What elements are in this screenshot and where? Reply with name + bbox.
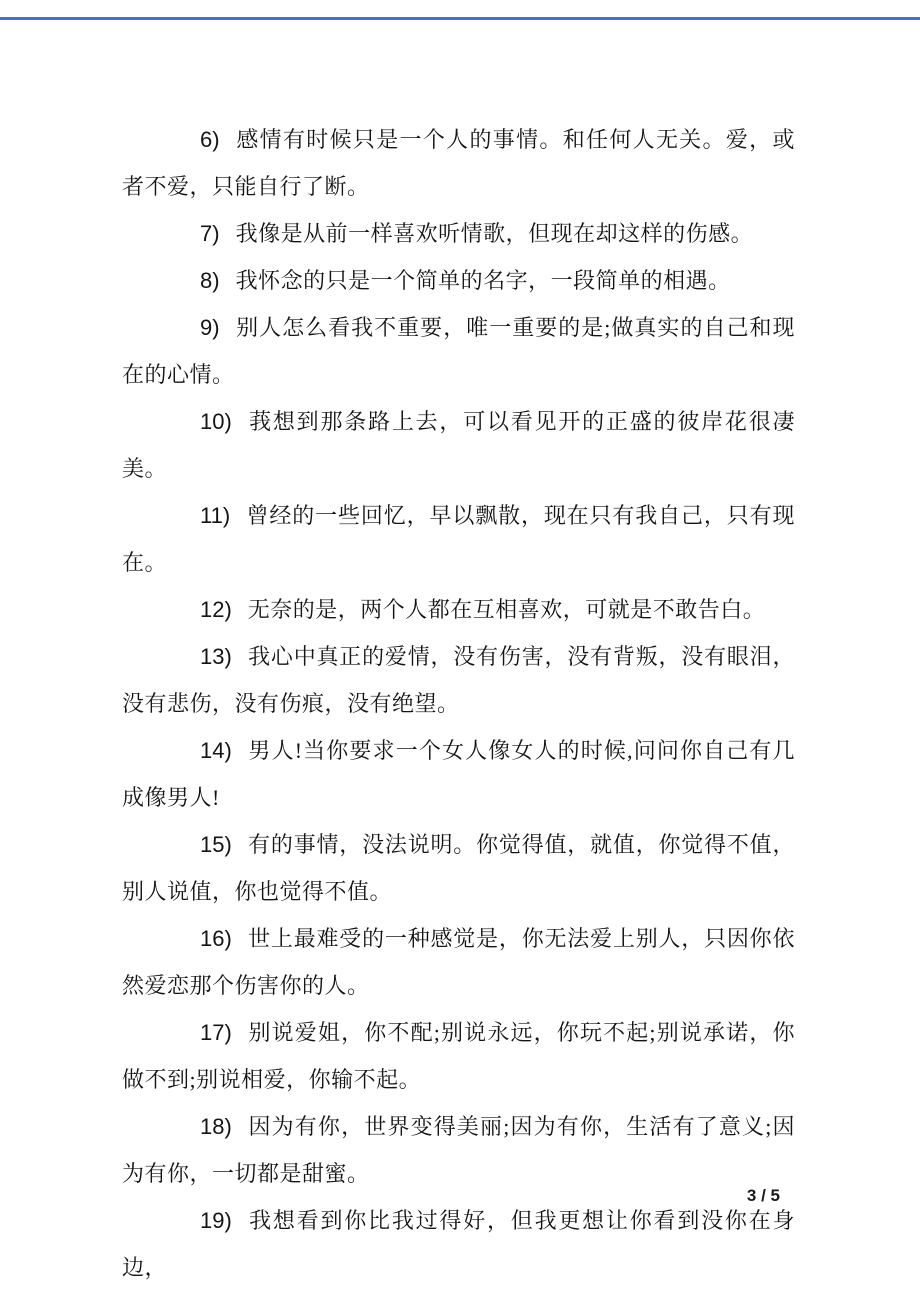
list-item-text: 感情有时候只是一个人的事情。和任何人无关。爱，或者不爱，只能自行了断。 — [122, 127, 795, 199]
list-item-number: 17) — [200, 1020, 232, 1045]
list-item — [122, 915, 795, 1009]
list-item-number: 12) — [200, 597, 232, 622]
list-item-text: 因为有你，世界变得美丽;因为有你，生活有了意义;因为有你，一切都是甜蜜。 — [122, 1114, 795, 1186]
list-item — [122, 1197, 795, 1291]
quote-list — [122, 116, 795, 1291]
list-item-number: 10) — [200, 409, 232, 434]
list-item — [122, 398, 795, 492]
list-item-text: 莪想到那条路上去，可以看见开的正盛的彼岸花很凄美。 — [122, 409, 795, 481]
list-item-number: 8) — [200, 268, 220, 293]
list-item — [122, 116, 795, 210]
list-item — [122, 1103, 795, 1197]
list-item — [122, 210, 795, 257]
list-item-text: 无奈的是，两个人都在互相喜欢，可就是不敢告白。 — [247, 597, 766, 622]
list-item-number: 18) — [200, 1114, 232, 1139]
list-item — [122, 586, 795, 633]
list-item-text: 别说爱姐，你不配;别说永远，你玩不起;别说承诺，你做不到;别说相爱，你输不起。 — [122, 1020, 795, 1092]
list-item-number: 16) — [200, 926, 232, 951]
page-number: 3 / 5 — [746, 1186, 780, 1205]
list-item-text: 别人怎么看我不重要，唯一重要的是;做真实的自己和现在的心情。 — [122, 315, 795, 387]
list-item — [122, 633, 795, 727]
list-item-number: 11) — [200, 503, 231, 528]
list-item-number: 9) — [200, 315, 220, 340]
list-item — [122, 1009, 795, 1103]
list-item-number: 14) — [200, 738, 232, 763]
list-item-text: 有的事情，没法说明。你觉得值，就值，你觉得不值，别人说值，你也觉得不值。 — [122, 832, 795, 904]
list-item — [122, 492, 795, 586]
list-item — [122, 257, 795, 304]
list-item-number: 13) — [200, 644, 232, 669]
list-item-number: 7) — [200, 221, 220, 246]
list-item-number: 6) — [200, 127, 220, 152]
list-item — [122, 821, 795, 915]
list-item — [122, 727, 795, 821]
list-item-text: 曾经的一些回忆，早以飘散，现在只有我自己，只有现在。 — [122, 503, 795, 575]
list-item-text: 我心中真正的爱情，没有伤害，没有背叛，没有眼泪，没有悲伤，没有伤痕，没有绝望。 — [122, 644, 795, 716]
list-item-text: 男人!当你要求一个女人像女人的时候,问问你自己有几成像男人! — [122, 738, 795, 810]
header-rule — [0, 17, 920, 20]
list-item-text: 我像是从前一样喜欢听情歌，但现在却这样的伤感。 — [235, 221, 754, 246]
list-item-number: 15) — [200, 832, 232, 857]
list-item — [122, 304, 795, 398]
list-item-text: 我怀念的只是一个简单的名字，一段简单的相遇。 — [235, 268, 731, 293]
list-item-text: 世上最难受的一种感觉是，你无法爱上别人，只因你依然爱恋那个伤害你的人。 — [122, 926, 795, 998]
list-item-number: 19) — [200, 1208, 232, 1233]
list-item-text: 我想看到你比我过得好，但我更想让你看到没你在身边， — [122, 1208, 795, 1280]
